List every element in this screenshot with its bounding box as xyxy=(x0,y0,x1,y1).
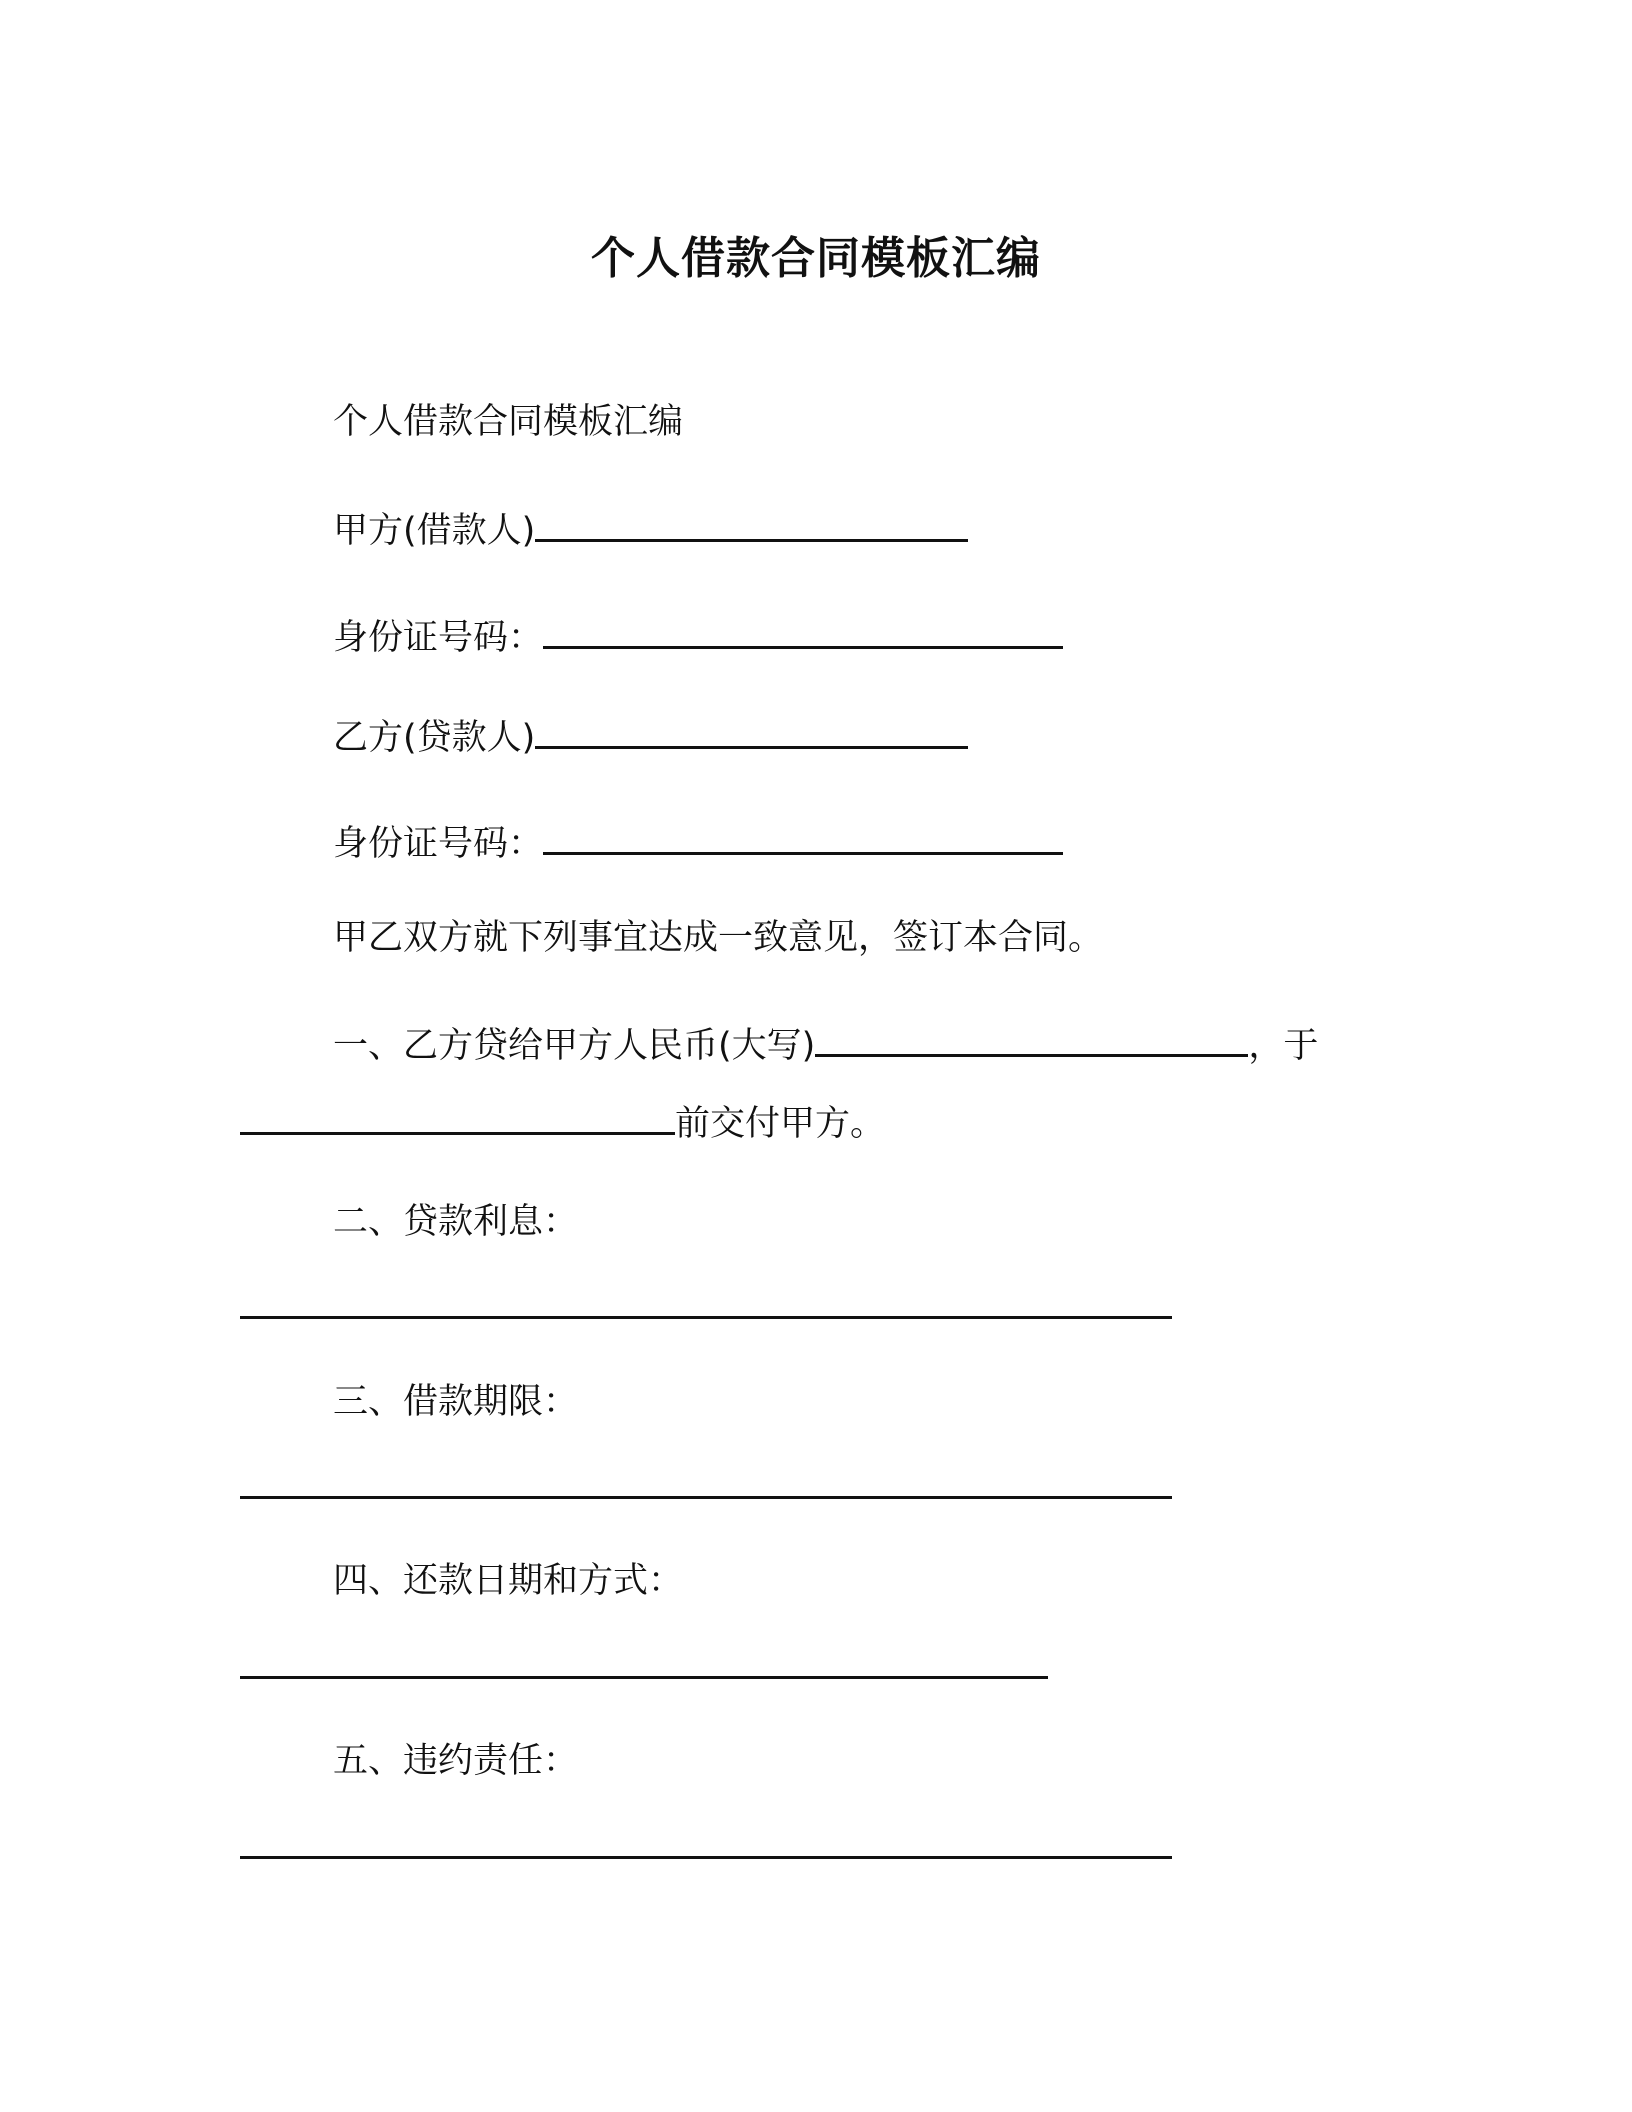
clause-2-heading: 二、贷款利息： xyxy=(333,1202,579,1242)
clause-2-blank[interactable] xyxy=(240,1316,1172,1319)
document-title: 个人借款合同模板汇编 xyxy=(591,233,1041,284)
clause-1-prefix: 一、乙方贷给甲方人民币(大写) xyxy=(333,1026,816,1066)
clause-1-mid: ，于 xyxy=(1248,1026,1319,1066)
clause-1-row xyxy=(333,1018,1318,1070)
party-a-id-label: 身份证号码： xyxy=(333,618,544,658)
party-b-row xyxy=(333,710,968,762)
clause-1-continuation xyxy=(240,1096,885,1148)
party-b-id-blank[interactable] xyxy=(543,816,1063,855)
loan-amount-blank[interactable] xyxy=(815,1018,1248,1057)
agreement-paragraph: 甲乙双方就下列事宜达成一致意见，签订本合同。 xyxy=(333,918,1104,958)
delivery-date-blank[interactable] xyxy=(240,1096,675,1135)
clause-1-suffix: 前交付甲方。 xyxy=(675,1104,886,1144)
party-a-blank[interactable] xyxy=(535,503,968,542)
document-subtitle: 个人借款合同模板汇编 xyxy=(333,402,684,442)
party-a-id-row xyxy=(333,610,1063,662)
party-a-row xyxy=(333,503,968,555)
clause-4-heading: 四、还款日期和方式： xyxy=(333,1561,684,1601)
party-b-blank[interactable] xyxy=(535,710,968,749)
party-b-id-label: 身份证号码： xyxy=(333,824,544,864)
clause-3-heading: 三、借款期限： xyxy=(333,1382,579,1422)
party-b-id-row xyxy=(333,816,1063,868)
clause-3-blank[interactable] xyxy=(240,1496,1172,1499)
party-a-label: 甲方(借款人) xyxy=(333,511,536,551)
clause-5-blank[interactable] xyxy=(240,1856,1172,1859)
party-b-label: 乙方(贷款人) xyxy=(333,718,536,758)
clause-4-blank[interactable] xyxy=(240,1676,1048,1679)
clause-5-heading: 五、违约责任： xyxy=(333,1741,579,1781)
party-a-id-blank[interactable] xyxy=(543,610,1063,649)
